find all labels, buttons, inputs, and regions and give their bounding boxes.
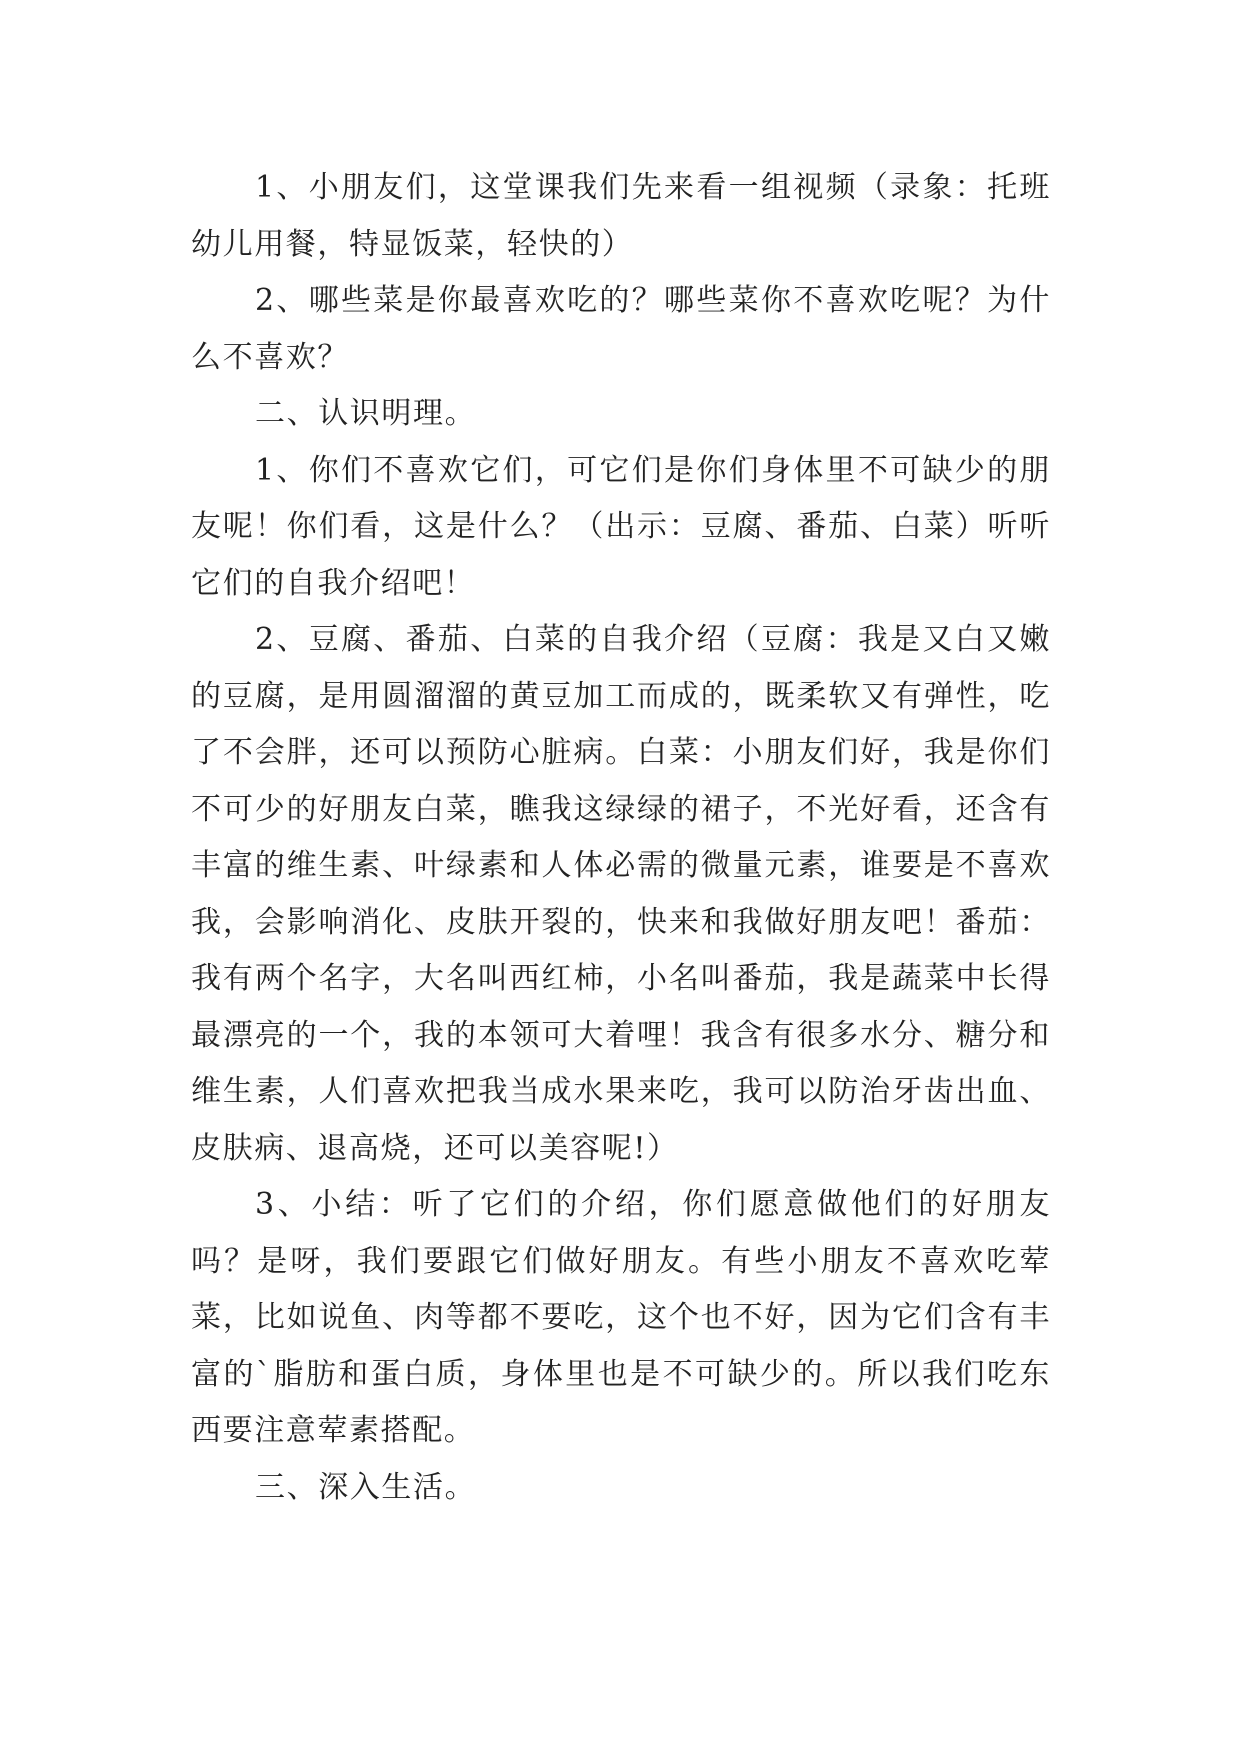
document-body (191, 160, 1051, 1516)
section-heading-daily-life: 三、深入生活。 (255, 1469, 477, 1505)
paragraph-self-introductions: 2、豆腐、番茄、白菜的自我介绍（豆腐：我是又白又嫩的豆腐，是用圆溜溜的黄豆加工而成的，既柔软又有弹性，吃了不会胖，还可以预防心脏病。白菜：小朋友们好，我是你们不可少的好朋友白菜，瞧我这绿绿的裙子，不光好看，还含有丰富的维生素、叶绿素和人体必需的微量元素，谁要是不喜欢我，会影响消化、皮肤开裂的，快来和我做好朋友吧！番茄：我有两个名字，大名叫西红柿，小名叫番茄，我是蔬菜中长得最漂亮的一个，我的本领可大着哩！我含有很多水分、糖分和维生素，人们喜欢把我当成水果来吃，我可以防治牙齿出血、皮肤病、退高烧，还可以美容呢!） (191, 622, 1051, 1166)
paragraph-summary: 3、小结：听了它们的介绍，你们愿意做他们的好朋友吗？是呀，我们要跟它们做好朋友。有些小朋友不喜欢吃荤菜，比如说鱼、肉等都不要吃，这个也不好，因为它们含有丰富的`脂肪和蛋白质，身体里也是不可缺少的。所以我们吃东西要注意荤素搭配。 (191, 1187, 1051, 1448)
paragraph-video-intro: 1、小朋友们，这堂课我们先来看一组视频（录象：托班幼儿用餐，特显饭菜，轻快的） (191, 170, 1051, 262)
section-heading-understanding: 二、认识明理。 (255, 396, 477, 431)
paragraph-favorite-dishes: 2、哪些菜是你最喜欢吃的？哪些菜你不喜欢吃呢？为什么不喜欢？ (191, 283, 1051, 375)
paragraph-essential-friends: 1、你们不喜欢它们，可它们是你们身体里不可缺少的朋友呢！你们看，这是什么？（出示：豆腐、番茄、白菜）听听它们的自我介绍吧！ (191, 452, 1051, 601)
